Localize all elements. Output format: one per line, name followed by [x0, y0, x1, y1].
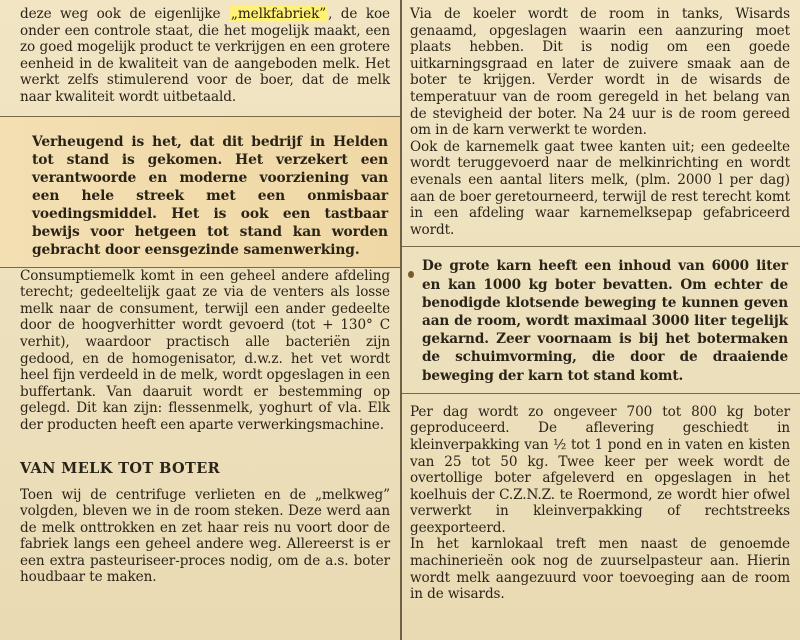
section-heading: VAN MELK TOT BOTER [20, 459, 221, 477]
right-column [402, 0, 800, 640]
left-paragraph-2: Consumptiemelk komt in een geheel andere afdeling terecht; gedeeltelijk gaat ze via de venters als losse melk naar de consument, terwijl een ander gedeelte door de hoogverhitter wordt gevoerd (tot + 130° C verhit), waardoor practisch alle bacteriën zijn gedood, en de homogenisator, d.w.z. het vet wordt heel fijn verdeeld in de melk, wordt opgeslagen in een buffertank. Van daaruit wordt er bestemming op gelegd. Dit kan zijn: flessenmelk, yoghurt of vla. Elk der producten heeft een aparte verwerkingsmachine. [20, 267, 390, 433]
right-boxed-quote-text: De grote karn heeft een inhoud van 6000 liter en kan 1000 kg boter bevatten. Om echter de benodigde klotsende beweging te kunnen geven aan de room, wordt maximaal 3000 liter tegelijk gekarnd. Zeer voornaam is bij het botermaken de schuimvorming, die door de draaiende beweging der karn tot stand komt. [422, 258, 788, 384]
right-boxed-quote [402, 246, 800, 393]
ink-spot [408, 271, 414, 278]
left-paragraph-3: Toen wij de centrifuge verlieten en de „melkweg” volgden, bleven we in de room steken. Deze werd aan de melk onttrokken en zet haar reis nu voort door de fabriek langs een geheel andere weg. Allereerst is er een extra pasteuriseer-proces nodig, om de a.s. boter houdbaar te maken. [20, 486, 390, 586]
right-paragraph-1: Via de koeler wordt de room in tanks, Wisards genaamd, opgeslagen waarin een aanzuring moet plaats hebben. Dit is nodig om een goede uitkarningsgraad en later de zuivere smaak aan de boter te krijgen. Verder wordt in de wisards de temperatuur van de room geregeld in het belang van de stevigheid der boter. Na 24 uur is de room gereed om in de karn verwerkt te worden. [410, 6, 790, 139]
highlighted-term: „melkfabriek” [230, 6, 327, 22]
right-paragraph-3: Per dag wordt zo ongeveer 700 tot 800 kg boter geproduceerd. De aflevering geschiedt in kleinverpakking van ½ tot 1 pond en in vaten en kisten van 25 tot 50 kg. Twee keer per week wordt de overtollige boter afgeleverd en opgeslagen in het koelhuis der C.Z.N.Z. te Roermond, ze wordt hier ofwel verwerkt in kleinverpakking of rechtstreeks geexporteerd. [410, 403, 790, 536]
right-paragraph-2: Ook de karnemelk gaat twee kanten uit; een gedeelte wordt teruggevoerd naar de melkinrichting en wordt evenals een aantal liters melk, (plm. 2000 l per dag) aan de boer geretourneerd, terwijl de rest terecht komt in een afdeling waar karnemelksepap gefabriceerd wordt. [410, 138, 790, 238]
left-boxed-quote-text: Verheugend is het, dat dit bedrijf in Helden tot stand is gekomen. Het verzekert een verantwoorde en moderne voorziening van een hele streek met een onmisbaar voedingsmiddel. Het is ook een tastbaar bewijs voor hetgeen tot stand kan worden gebracht door eensgezinde samenwerking. [32, 133, 388, 258]
left-boxed-quote [0, 116, 400, 268]
right-paragraph-4: In het karnlokaal treft men naast de genoemde machinerieën ook nog de zuurselpasteur aan. Hierin wordt melk aangezuurd voor toevoeging aan de room in de wisards. [410, 536, 790, 603]
left-paragraph-1: deze weg ook de eigenlijke „melkfabriek” , de koe onder een controle staat, die het mogelijk maakt, een zo goed mogelijk product te verkrijgen en een grotere eenheid in de kwaliteit van de aangeboden melk. Het werkt zelfs stimulerend voor de boer, dat de melk naar kwaliteit wordt uitbetaald. [20, 6, 390, 105]
